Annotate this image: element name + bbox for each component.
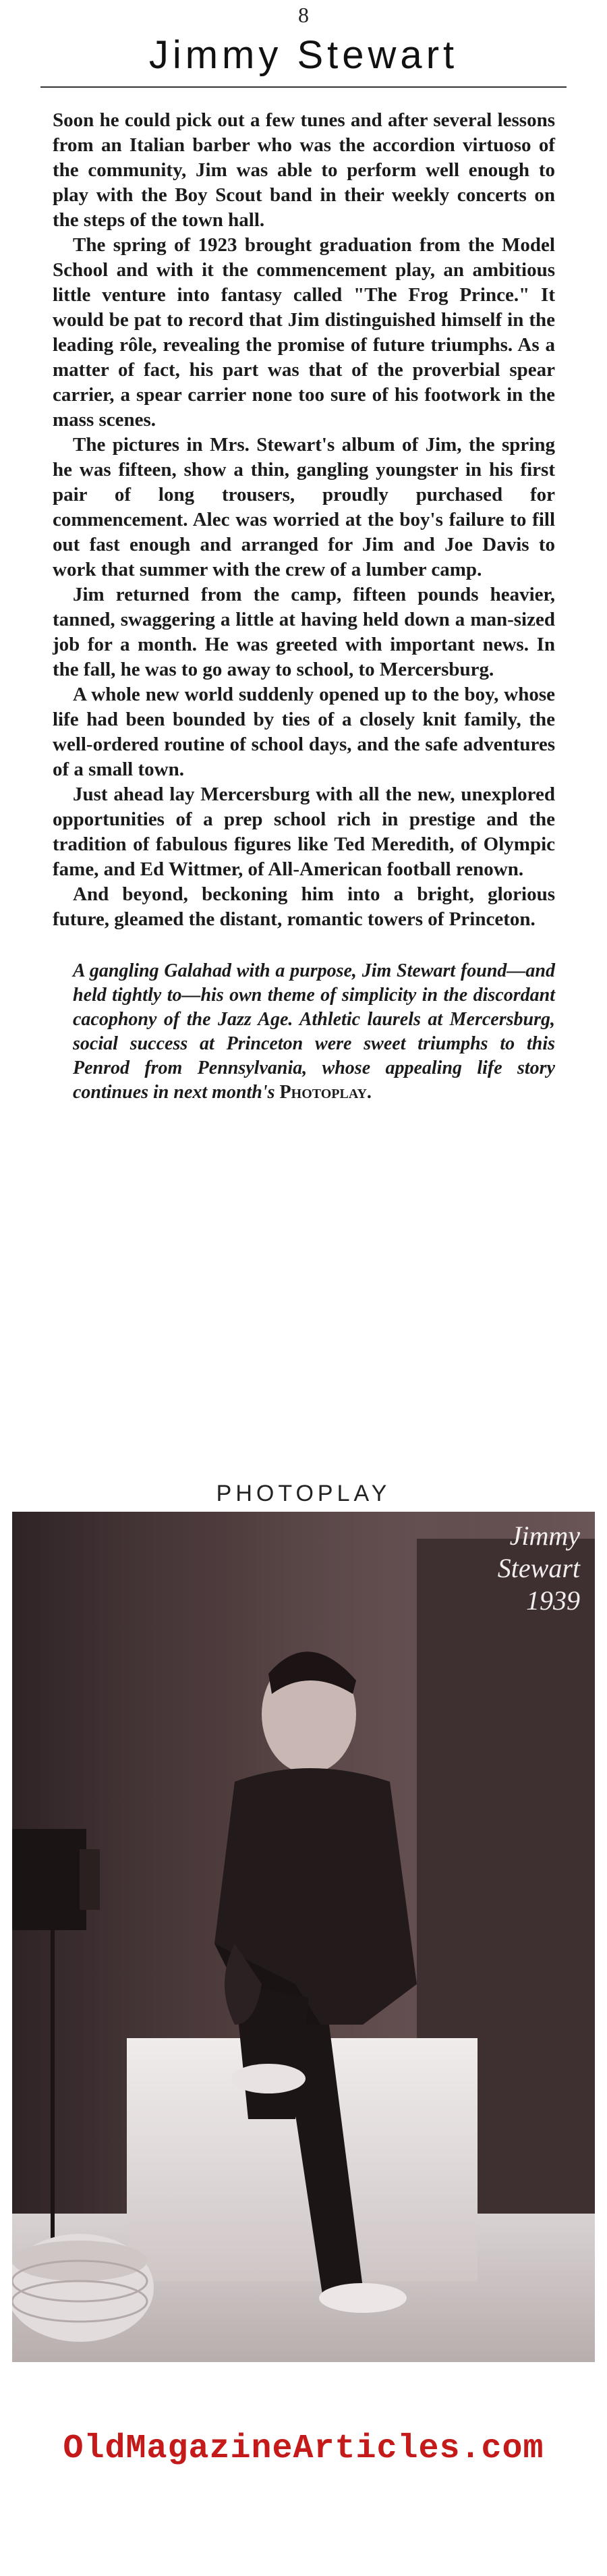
page-title: Jimmy Stewart [148,33,459,77]
article-caption [53,959,555,1105]
article-body [53,108,555,1105]
article-paragraph: Just ahead lay Mercersburg with all the new, unexplored opportunities of a prep school rich in prestige and the tradition of fabulous figures like Ted Meredith, of Olympic fame, and Ed Wittmer, of All-American football renown. [53,784,555,880]
photo-illustration [12,1512,595,2362]
article-paragraph: And beyond, beckoning him into a bright, glorious future, gleamed the distant, romantic towers of Princeton. [53,883,555,930]
title-divider [40,86,567,88]
article-paragraph: Soon he could pick out a few tunes and after several lessons from an Italian barber who was the accordion virtuoso of the community, Jim was able to perform well enough to play with the Boy Scout band in their weekly concerts on the steps of the town hall. [53,109,555,231]
photo-caption [498,1520,580,1617]
page-number: 8 [298,3,309,27]
article-paragraph: Jim returned from the camp, fifteen pounds heavier, tanned, swaggering a little at having held down a man-sized job for a month. He was greeted with important news. In the fall, he was to go away to school, to Mercersburg. [53,584,555,680]
caption-text: A gangling Galahad with a purpose, Jim Stewart found—and held tightly to—his own theme of simplicity in the discordant cacophony of the Jazz Age. Athletic laurels at Mercersburg, social success at Princeton were sweet triumphs to this Penrod from Pennsylvania, whose appealing life story continues in next month's [73,960,555,1103]
photo-section-label: PHOTOPLAY [216,1481,391,1506]
jimmy-stewart-photo [12,1512,595,2362]
coiled-rope-icon [12,2234,154,2342]
article-paragraph: The spring of 1923 brought graduation from the Model School and with it the commencement play, an ambitious little venture into fantasy called "The Frog Prince." It would be pat to record that Jim distinguished himself in the leading rôle, revealing the promise of future triumphs. As a matter of fact, his part was that of the proverbial spear carrier, a spear carrier none too sure of his footwork in the mass scenes. [53,234,555,431]
caption-magazine-name: Photoplay. [279,1082,372,1103]
photo-caption-line: Jimmy [509,1520,580,1551]
article-paragraph: The pictures in Mrs. Stewart's album of Jim, the spring he was fifteen, show a thin, gangling youngster in his first pair of long trousers, proudly purchased for commencement. Alec was worried at the boy's failure to fill out fast enough and arranged for Jim and Joe Davis to work that summer with the crew of a lumber camp. [53,434,555,580]
article-paragraph: A whole new world suddenly opened up to the boy, whose life had been bounded by ties of a closely knit family, the well-ordered routine of school days, and the safe adventures of a small town. [53,684,555,780]
photo-caption-year: 1939 [526,1585,580,1616]
photo-caption-line: Stewart [497,1553,580,1583]
site-watermark: OldMagazineArticles.com [63,2430,544,2468]
